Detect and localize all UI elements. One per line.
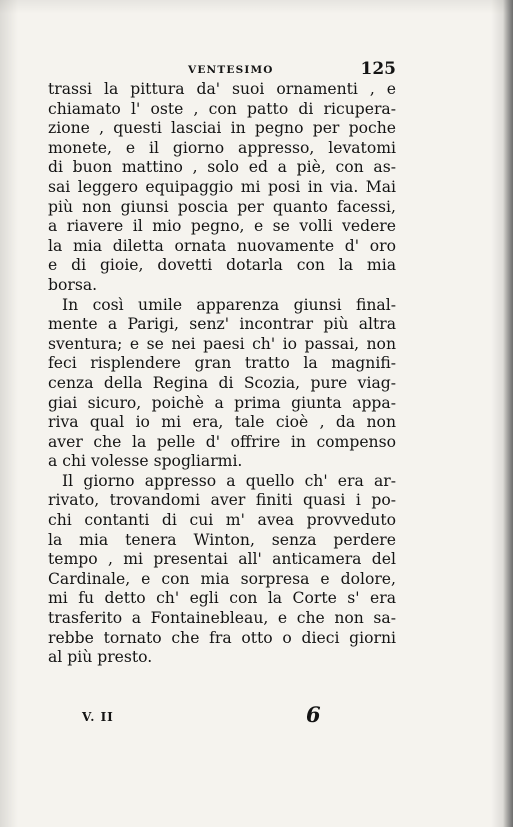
text-line: trassi la pittura da' suoi ornamenti , e bbox=[48, 80, 396, 98]
text-line: riva qual io mi era, tale cioè , da non bbox=[48, 413, 396, 432]
gathering-signature-number: 6 bbox=[306, 702, 321, 727]
page-number: 125 bbox=[360, 59, 396, 79]
running-title: VENTESIMO bbox=[188, 64, 274, 76]
text-line: feci risplendere gran tratto la magnifi- bbox=[48, 354, 396, 373]
page-header bbox=[48, 59, 396, 82]
text-line: al più presto. bbox=[48, 648, 153, 667]
text-line: zione , questi lasciai in pegno per poche bbox=[48, 119, 396, 138]
page-footer bbox=[48, 702, 396, 732]
text-line: mi fu detto ch' egli con la Corte s' era bbox=[48, 589, 396, 608]
text-line: la mia tenera Winton, senza perdere bbox=[48, 530, 396, 549]
text-line: borsa. bbox=[48, 275, 98, 294]
page-edge-shadow bbox=[503, 0, 513, 827]
text-line: la mia diletta ornata nuovamente d' oro bbox=[48, 236, 396, 255]
text-line: di buon mattino , solo ed a piè, con as- bbox=[48, 158, 396, 177]
text-line: sai leggero equipaggio mi posi in via. Mai bbox=[48, 177, 396, 196]
text-line: più non giunsi poscia per quanto facessi, bbox=[48, 197, 396, 216]
text-line: aver che la pelle d' offrire in compenso bbox=[48, 432, 396, 451]
body-text bbox=[48, 80, 396, 668]
text-line: Cardinale, e con mia sorpresa e dolore, bbox=[48, 569, 396, 588]
text-line: sventura; e se nei paesi ch' io passai, non bbox=[48, 334, 396, 353]
text-line: mente a Parigi, senz' incontrar più altra bbox=[48, 315, 396, 334]
text-line: chiamato l' oste , con patto di ricupera- bbox=[48, 99, 396, 118]
text-line: trasferito a Fontainebleau, e che non sa- bbox=[48, 609, 396, 628]
volume-signature-mark: V. II bbox=[82, 710, 114, 724]
text-line: chi contanti di cui m' avea provveduto bbox=[48, 511, 396, 530]
text-line: In così umile apparenza giunsi final- bbox=[62, 295, 396, 314]
text-line: rebbe tornato che fra otto o dieci giorni bbox=[48, 628, 396, 647]
text-line: e di gioie, dovetti dotarla con la mia bbox=[48, 256, 396, 275]
text-line: monete, e il giorno appresso, levatomi bbox=[48, 138, 396, 157]
text-line: giai sicuro, poichè a prima giunta appa- bbox=[48, 393, 396, 412]
text-line: Il giorno appresso a quello ch' era ar- bbox=[62, 471, 396, 490]
text-line: cenza della Regina di Scozia, pure viag- bbox=[48, 373, 396, 392]
text-line: a riavere il mio pegno, e se volli vedere bbox=[48, 217, 396, 236]
text-line: rivato, trovandomi aver finiti quasi i po- bbox=[48, 491, 396, 510]
text-line: tempo , mi presentai all' anticamera del bbox=[48, 550, 396, 569]
text-line: a chi volesse spogliarmi. bbox=[48, 452, 243, 471]
